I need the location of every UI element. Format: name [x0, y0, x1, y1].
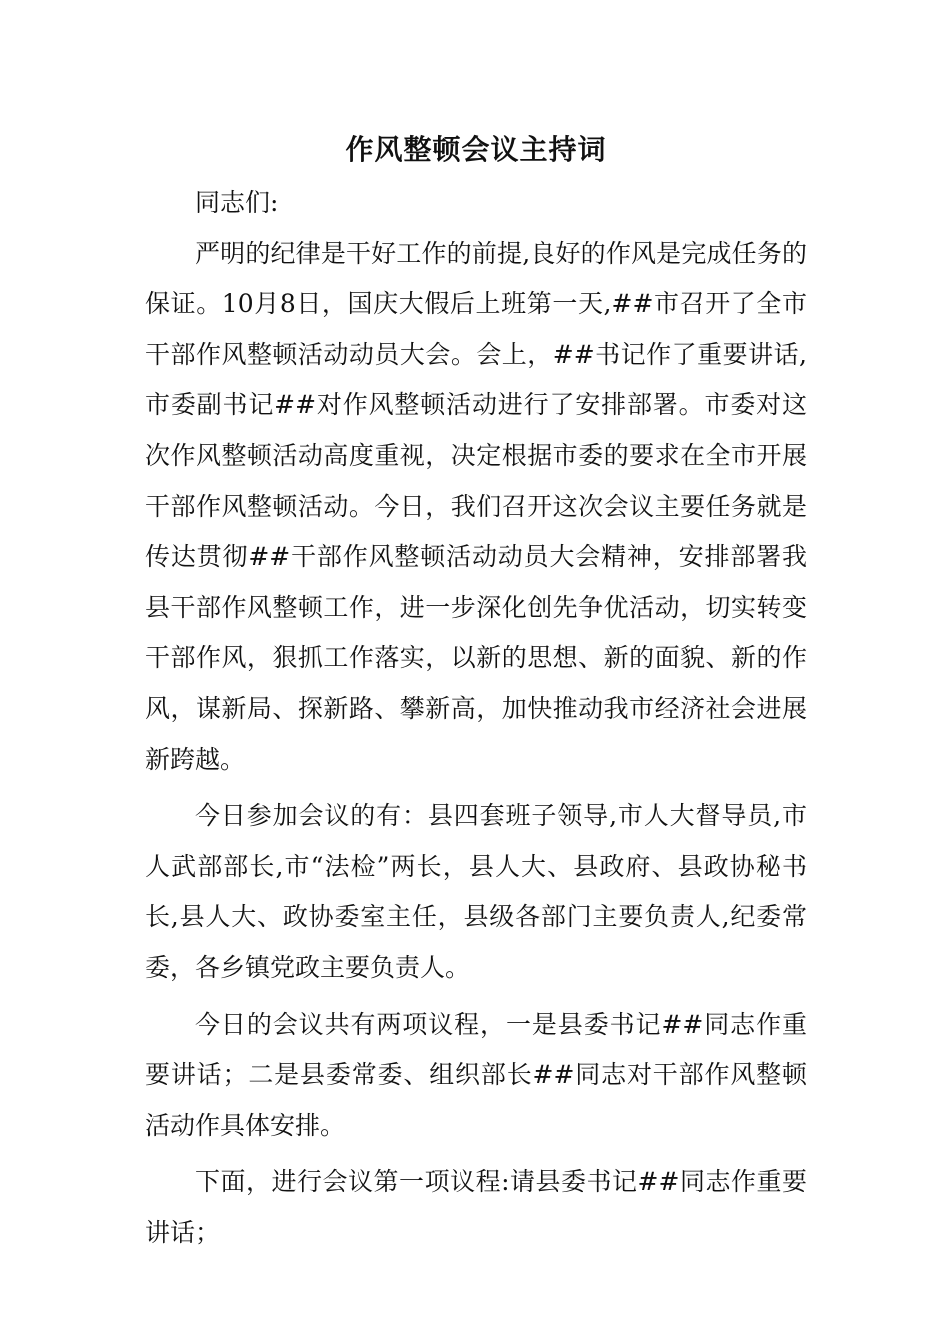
paragraph-3: 今日的会议共有两项议程，一是县委书记##同志作重要讲话；二是县委常委、组织部长##同志对干部作风整顿活动作具体安排。 [145, 1009, 807, 1140]
paragraph-4: 下面，进行会议第一项议程:请县委书记##同志作重要讲话； [145, 1167, 807, 1247]
document-body [145, 128, 807, 1258]
document-title: 作风整顿会议主持词 [345, 133, 607, 166]
paragraph-2: 今日参加会议的有：县四套班子领导,市人大督导员,市人武部部长,市“法检”两长，县人大、县政府、县政协秘书长,县人大、政协委室主任，县级各部门主要负责人,纪委常委，各乡镇党政主要负责人。 [145, 801, 807, 982]
salutation: 同志们: [195, 188, 279, 217]
paragraph-1: 严明的纪律是干好工作的前提,良好的作风是完成任务的保证。10月8日，国庆大假后上班第一天,##市召开了全市干部作风整顿活动动员大会。会上，##书记作了重要讲话,市委副书记##对作风整顿活动进行了安排部署。市委对这次作风整顿活动高度重视，决定根据市委的要求在全市开展干部作风整顿活动。今日，我们召开这次会议主要任务就是传达贯彻##干部作风整顿活动动员大会精神，安排部署我县干部作风整顿工作，进一步深化创先争优活动，切实转变干部作风，狠抓工作落实，以新的思想、新的面貌、新的作风，谋新局、探新路、攀新高，加快推动我市经济社会进展新跨越。 [145, 238, 807, 774]
